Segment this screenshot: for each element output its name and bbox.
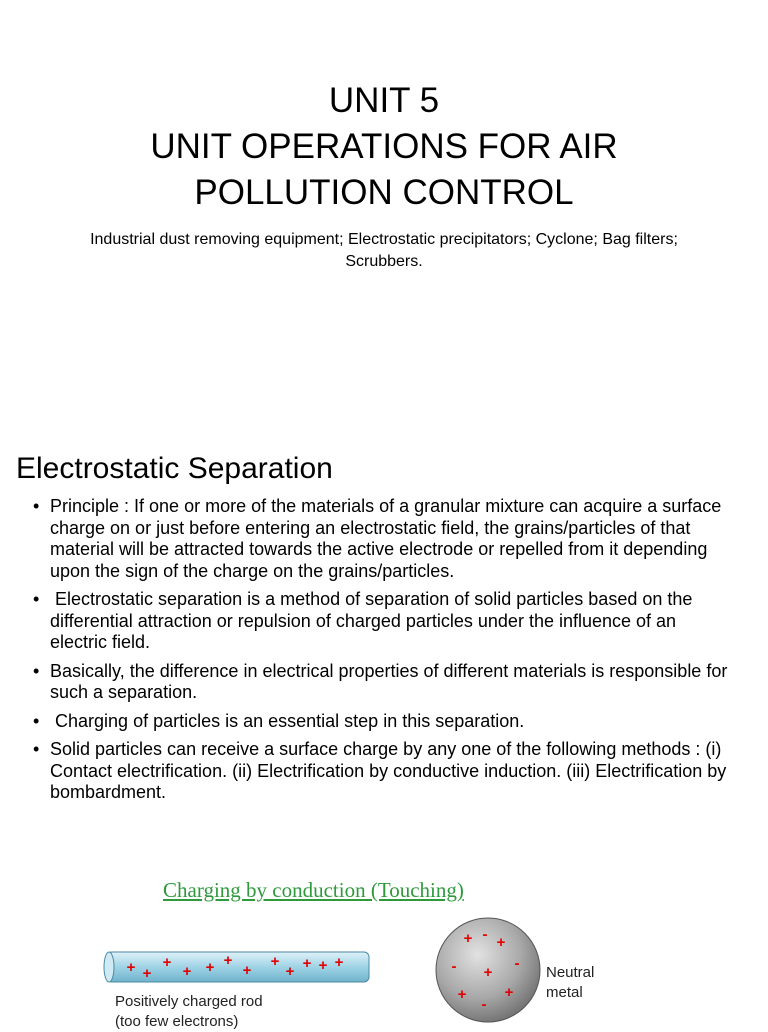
minus-charge: - (451, 958, 457, 975)
content-slide (0, 440, 768, 1030)
bullet-text: Electrostatic separation is a method of separation of solid particles based on the differential attraction or repulsion of charged particles under the influence of an electric field. (50, 589, 698, 652)
unit-title (0, 78, 768, 216)
plus-charge: + (457, 986, 467, 1003)
plus-charge: + (126, 959, 136, 976)
section-heading: Electrostatic Separation (16, 452, 333, 485)
plus-charge: + (205, 959, 215, 976)
rod-label-line-2: (too few electrons) (115, 1013, 239, 1030)
topics-subtitle: Industrial dust removing equipment; Electrostatic precipitators; Cyclone; Bag filters; Scrubbers. (90, 231, 696, 270)
minus-charge: - (514, 955, 520, 972)
list-item (33, 496, 733, 582)
title-slide (0, 0, 768, 420)
plus-charge: + (242, 962, 252, 979)
metal-label-line-2: metal (546, 984, 583, 1001)
unit-number: UNIT 5 (328, 81, 440, 120)
plus-charge: + (496, 934, 506, 951)
plus-charge: + (270, 953, 280, 970)
title-line-1: UNIT OPERATIONS FOR AIR (150, 127, 618, 166)
rod-label (115, 992, 263, 1032)
plus-charge: + (223, 952, 233, 969)
bullet-list (33, 496, 733, 811)
bullet-icon: • (33, 589, 40, 609)
minus-charge: - (481, 996, 487, 1013)
metal-label (546, 963, 594, 1003)
minus-charge: - (482, 926, 488, 943)
plus-charge: + (162, 954, 172, 971)
bullet-icon: • (33, 496, 40, 516)
plus-charge: + (504, 984, 514, 1001)
plus-charge: + (302, 955, 312, 972)
list-item (33, 661, 733, 704)
bullet-icon: • (33, 710, 40, 731)
rod-label-line-1: Positively charged rod (115, 993, 263, 1010)
metal-label-line-1: Neutral (546, 964, 595, 981)
bullet-text: Solid particles can receive a surface charge by any one of the following methods : (i) Contact electrification. (ii) Electrification by conductive induction. (iii) Electrification by bombardment. (50, 739, 727, 802)
plus-charge: + (463, 930, 473, 947)
list-item (33, 589, 733, 654)
bullet-text: Charging of particles is an essential step in this separation. (50, 710, 525, 731)
plus-charge: + (334, 954, 344, 971)
plus-charge: + (182, 963, 192, 980)
list-item (33, 711, 733, 733)
title-line-2: POLLUTION CONTROL (194, 173, 574, 212)
plus-charge: + (285, 963, 295, 980)
bullet-text: Principle : If one or more of the materials of a granular mixture can acquire a surface charge on or just before entering an electrostatic field, the grains/particles of that material will be attracted towards the active electrode or repelled from it depending upon the sign of the charge on the grains/particles. (50, 496, 722, 581)
plus-charge: + (483, 964, 493, 981)
conduction-diagram (95, 868, 655, 1028)
diagram-title: Charging by conduction (Touching) (163, 878, 464, 902)
bullet-icon: • (33, 660, 40, 681)
bullet-text: Basically, the difference in electrical properties of different materials is responsible for such a separation. (50, 660, 728, 702)
list-item (33, 739, 733, 804)
bullet-icon: • (33, 739, 40, 759)
plus-charge: + (318, 957, 328, 974)
plus-charge: + (142, 965, 152, 982)
